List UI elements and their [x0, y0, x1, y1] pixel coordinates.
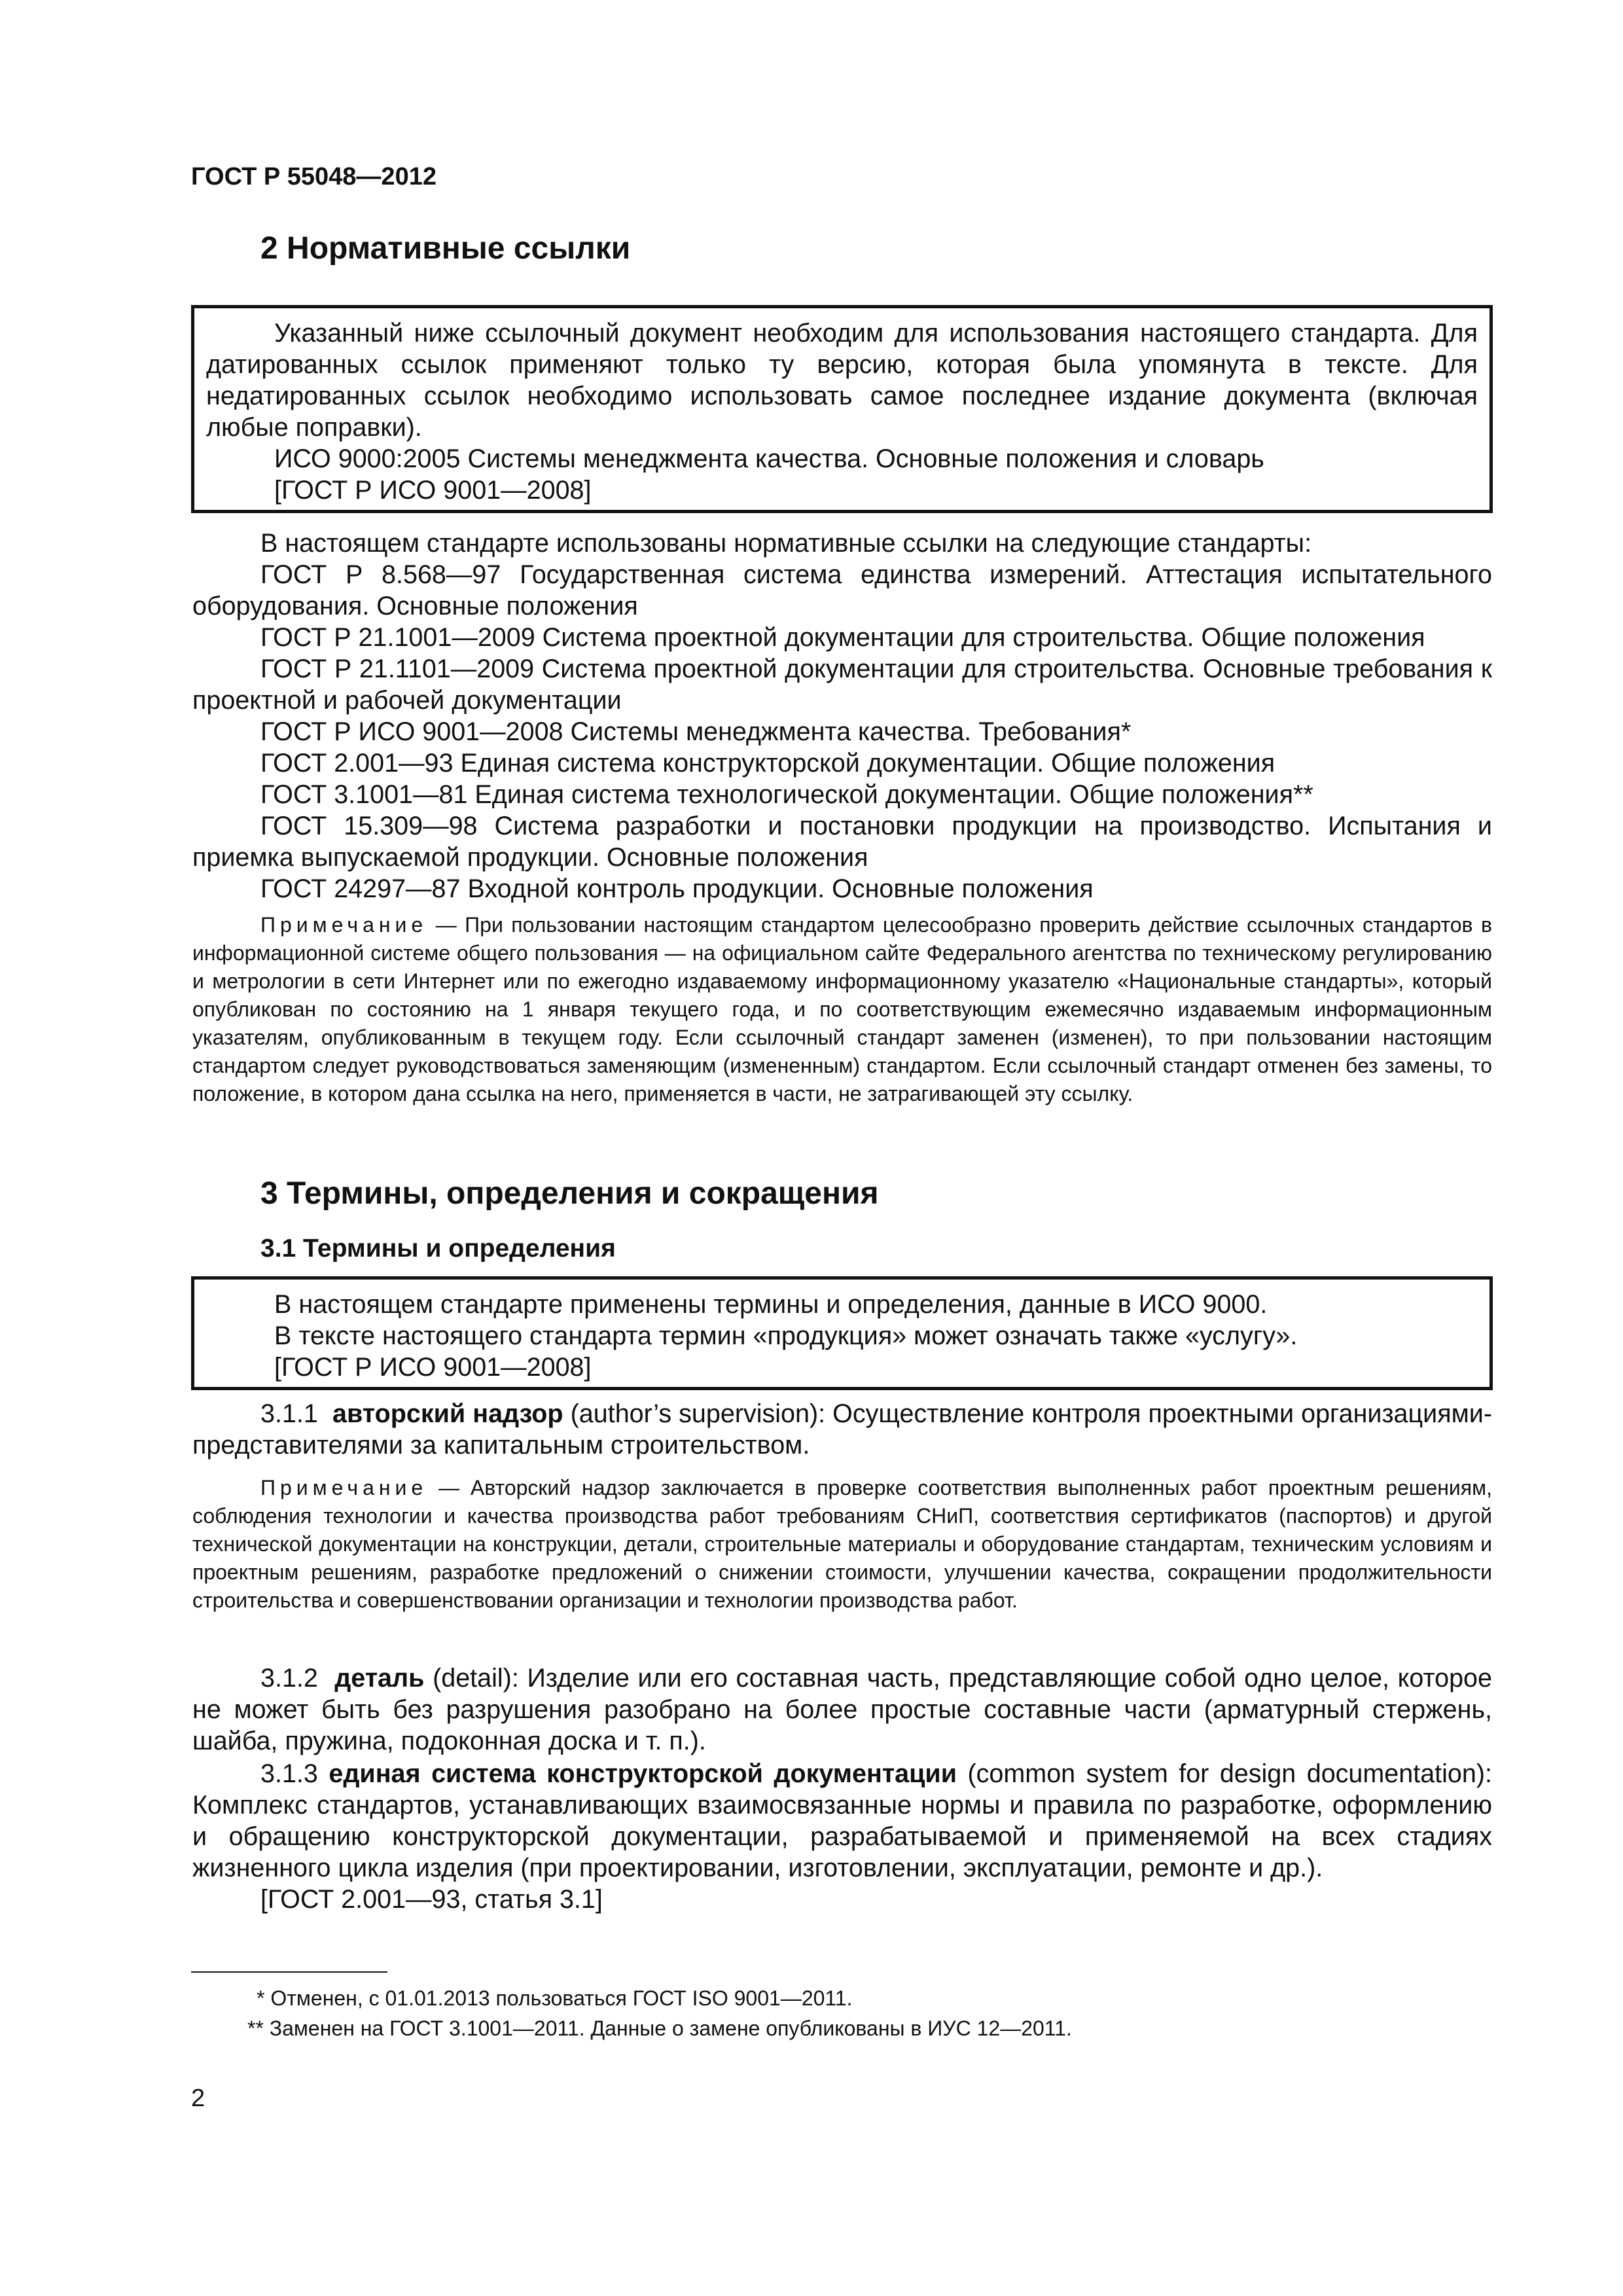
reference-item: ГОСТ 24297—87 Входной контроль продукции. Основные положения	[260, 874, 1094, 903]
document-code: ГОСТ Р 55048—2012	[191, 163, 437, 190]
references-intro: В настоящем стандарте использованы нормативные ссылки на следующие стандарты:	[260, 529, 1312, 558]
term-number: 3.1.2	[260, 1664, 318, 1693]
note-label: Примечание	[260, 1476, 428, 1499]
terms-box-line-2: В тексте настоящего стандарта термин «продукция» может означать также «услугу».	[274, 1321, 1298, 1350]
term-number: 3.1.1	[260, 1399, 318, 1428]
note-text: — Авторский надзор заключается в проверке соответствия выполненных работ проектным решениям, соблюдения технологии и качества производства работ требованиям СНиП, соответствия сертификатов (паспортов) и другой технической документации на конструкции, детали, строительные материалы и оборудование стандартам, техническим условиям и проектным решениям, разработке предложений о снижении стоимости, улучшении качества, сокращении продолжительности строительства и совершенствовании организации и технологии производства работ.	[192, 1476, 1493, 1612]
reference-item: ГОСТ Р 8.568—97 Государственная система единства измерений. Аттестация испытательного оборудования. Основные положения	[192, 560, 1492, 620]
box-iso-reference: ИСО 9000:2005 Системы менеджмента качества. Основные положения и словарь	[274, 444, 1264, 473]
footnote-divider	[191, 1971, 387, 1973]
reference-item: ГОСТ Р ИСО 9001—2008 Системы менеджмента качества. Требования*	[260, 717, 1132, 746]
note-label: Примечание	[260, 913, 428, 937]
reference-item: ГОСТ 3.1001—81 Единая система технологической документации. Общие положения**	[260, 780, 1313, 809]
page-number: 2	[191, 2085, 205, 2112]
term-number: 3.1.3	[260, 1759, 318, 1788]
term-definition: (detail): Изделие или его составная часть, представляющие собой одно целое, которое не может быть без разрушения разобрано на более простые составные части (арматурный стержень, шайба, пружина, подоконная доска и т. п.).	[192, 1664, 1492, 1755]
term-name: авторский надзор	[332, 1399, 563, 1428]
reference-item: ГОСТ Р 21.1001—2009 Система проектной документации для строительства. Общие положения	[260, 623, 1425, 652]
term-note	[192, 1474, 1492, 1615]
references-list	[192, 528, 1492, 905]
note-text: — При пользовании настоящим стандартом целесообразно проверить действие ссылочных стандартов в информационной системе общего пользования — на официальном сайте Федерального агентства по техническому регулированию и метрологии в сети Интернет или по ежегодно издаваемому информационному указателю «Национальные стандарты», который опубликован по состоянию на 1 января текущего года, и по соответствующим ежемесячно издаваемым информационным указателям, опубликованным в текущем году. Если ссылочный стандарт заменен (изменен), то при пользовании настоящим стандартом следует руководствоваться заменяющим (измененным) стандартом. Если ссылочный стандарт отменен без замены, то положение, в котором дана ссылка на него, применяется в части, не затрагивающей эту ссылку.	[192, 913, 1493, 1105]
term-3-1-1	[192, 1398, 1492, 1461]
footnotes	[192, 1983, 1492, 2043]
reference-item: ГОСТ 15.309—98 Система разработки и постановки продукции на производство. Испытания и приемка выпускаемой продукции. Основные положения	[192, 812, 1492, 872]
term-name: единая система конструкторской документации	[329, 1759, 957, 1788]
references-note	[192, 911, 1492, 1108]
section-2-title: 2 Нормативные ссылки	[260, 231, 631, 266]
box-source-reference: [ГОСТ Р ИСО 9001—2008]	[274, 476, 592, 505]
box-intro-text: Указанный ниже ссылочный документ необходим для использования настоящего стандарта. Для датированных ссылок применяют только ту версию, которая была упомянута в тексте. Для недатированных ссылок необходимо использовать самое последнее издание документа (включая любые поправки).	[206, 319, 1478, 442]
normative-reference-box	[191, 305, 1493, 513]
reference-item: ГОСТ Р 21.1101—2009 Система проектной документации для строительства. Основные требования к проектной и рабочей документации	[192, 655, 1492, 715]
terms-box-line-1: В настоящем стандарте применены термины и определения, данные в ИСО 9000.	[274, 1290, 1268, 1319]
terms-box-source: [ГОСТ Р ИСО 9001—2008]	[274, 1353, 592, 1382]
subsection-3-1-title: 3.1 Термины и определения	[260, 1234, 616, 1263]
term-definition: (common system for design documentation): Комплекс стандартов, устанавливающих взаимосвязанные нормы и правила по разработке, оформлению и обращению конструкторской документации, разрабатываемой и применяемой на всех стадиях жизненного цикла изделия (при проектировании, изготовлении, эксплуатации, ремонте и др.).	[192, 1759, 1492, 1882]
terms-box	[191, 1276, 1493, 1390]
footnote-1: * Отменен, с 01.01.2013 пользоваться ГОСТ ISO 9001—2011.	[257, 1986, 853, 2010]
term-name: деталь	[334, 1664, 425, 1693]
term-definition: (author’s supervision): Осуществление контроля проектными организациями-представителями за капитальным строительством.	[192, 1399, 1492, 1460]
term-3-1-3	[192, 1758, 1492, 1915]
reference-item: ГОСТ 2.001—93 Единая система конструкторской документации. Общие положения	[260, 749, 1275, 778]
term-3-1-2	[192, 1662, 1492, 1757]
section-3-title: 3 Термины, определения и сокращения	[260, 1176, 879, 1211]
term-source: [ГОСТ 2.001—93, статья 3.1]	[260, 1885, 603, 1914]
footnote-2: ** Заменен на ГОСТ 3.1001—2011. Данные о замене опубликованы в ИУС 12—2011.	[247, 2017, 1072, 2040]
